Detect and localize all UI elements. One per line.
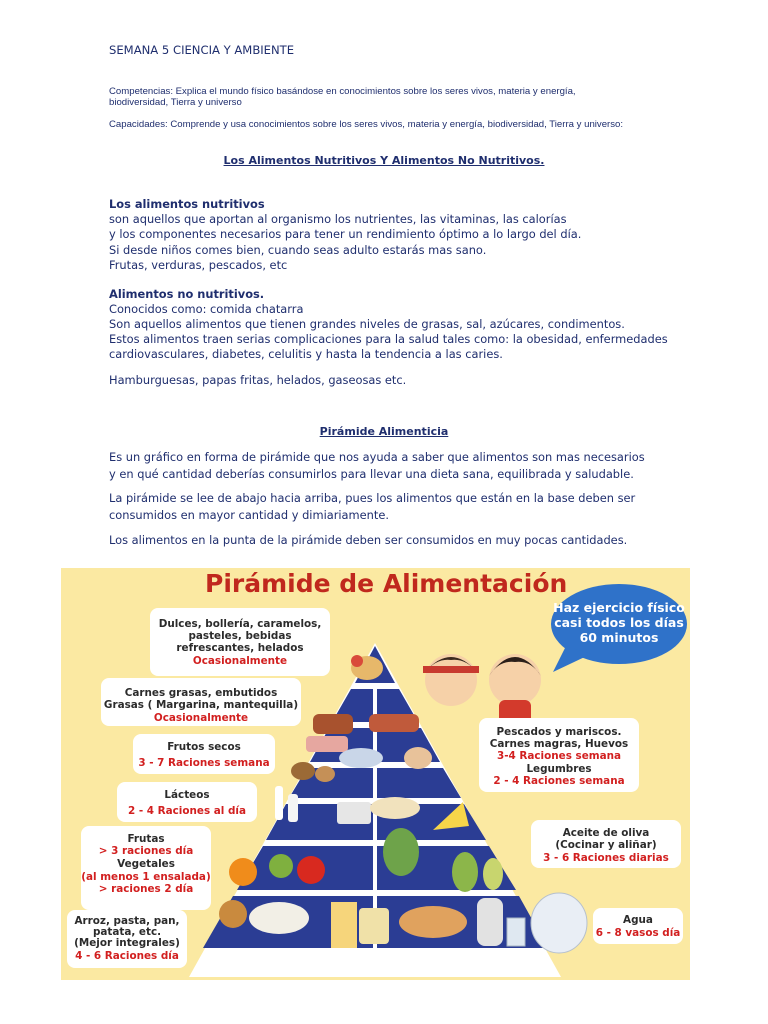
no-nutritivos-line: cardiovasculares, diabetes, celulitis y hasta la tendencia a las caries. bbox=[109, 347, 503, 361]
pyramid-title: Pirámide de Alimentación bbox=[205, 569, 568, 598]
label-grasas-freq: Ocasionalmente bbox=[153, 712, 249, 724]
document-title: SEMANA 5 CIENCIA Y AMBIENTE bbox=[109, 43, 295, 57]
piramide-paragraph: La pirámide se lee de abajo hacia arriba, pues los alimentos que están en la base deben ser consumidos en mayor cantidad y dimiariamente. bbox=[109, 491, 636, 522]
label-agua: Agua bbox=[623, 914, 653, 926]
no-nutritivos-line: Conocidos como: comida chatarra bbox=[109, 302, 304, 316]
label-dulces: Dulces, bollería, caramelos, bbox=[158, 618, 322, 630]
competencias-text: Competencias: Explica el mundo físico basándose en conocimientos sobre los seres vivos, materia y energía, biodiversidad, Tierra y universo bbox=[109, 86, 576, 109]
piramide-heading: Pirámide Alimenticia bbox=[319, 425, 449, 438]
label-dulces-freq: Ocasionalmente bbox=[192, 655, 288, 667]
label-legumbres-freq: 2 - 4 Raciones semana bbox=[493, 775, 625, 787]
label-legumbres: Legumbres bbox=[526, 763, 592, 775]
label-dulces: refrescantes, helados bbox=[176, 642, 304, 654]
piramide-paragraph: Es un gráfico en forma de pirámide que nos ayuda a saber que alimentos son mas necesarios y en qué cantidad deberías consumirlos para llevar una dieta sana, equilibrada y saludable. bbox=[109, 450, 645, 481]
label-aceite-freq: 3 - 6 Raciones diarias bbox=[543, 852, 669, 864]
label-arroz: Arroz, pasta, pan, bbox=[74, 915, 180, 927]
piramide-paragraph: Los alimentos en la punta de la pirámide deben ser consumidos en muy pocas cantidades. bbox=[109, 533, 628, 547]
label-frutas-freq: > 3 raciones día bbox=[98, 845, 194, 857]
label-arroz: (Mejor integrales) bbox=[74, 937, 180, 949]
exercise-bubble bbox=[551, 584, 687, 672]
food-pyramid-image bbox=[61, 568, 690, 980]
label-pescados-freq: 3-4 Raciones semana bbox=[497, 750, 621, 762]
label-grasas: Carnes grasas, embutidos bbox=[124, 687, 278, 699]
no-nutritivos-line: Son aquellos alimentos que tienen grandes niveles de grasas, sal, azúcares, condimentos. bbox=[109, 317, 625, 331]
no-nutritivos-heading: Alimentos no nutritivos. bbox=[109, 287, 265, 301]
label-vegetales-note: (al menos 1 ensalada) bbox=[81, 871, 211, 883]
label-vegetales: Vegetales bbox=[117, 858, 175, 870]
nutritivos-line: Frutas, verduras, pescados, etc bbox=[109, 258, 288, 272]
capacidades-text: Capacidades: Comprende y usa conocimientos sobre los seres vivos, materia y energía, biodiversidad, Tierra y universo: bbox=[109, 119, 624, 130]
nutritivos-line: son aquellos que aportan al organismo los nutrientes, las vitaminas, las calorías bbox=[109, 212, 567, 226]
nutritivos-heading: Los alimentos nutritivos bbox=[109, 197, 265, 211]
label-frutos-freq: 3 - 7 Raciones semana bbox=[138, 757, 270, 769]
label-pescados: Carnes magras, Huevos bbox=[489, 738, 629, 750]
label-agua-freq: 6 - 8 vasos día bbox=[595, 927, 681, 939]
nutritivos-line: y los componentes necesarios para tener un rendimiento óptimo a lo largo del día. bbox=[109, 227, 582, 241]
children-illustration bbox=[423, 654, 541, 726]
label-frutas: Frutas bbox=[127, 833, 165, 845]
label-lacteos-freq: 2 - 4 Raciones al día bbox=[128, 805, 246, 817]
no-nutritivos-line: Estos alimentos traen serias complicaciones para la salud tales como: la obesidad, enfermedades bbox=[109, 332, 668, 346]
bubble-line: casi todos los días bbox=[554, 615, 684, 630]
label-frutos: Frutos secos bbox=[167, 741, 241, 753]
label-arroz: patata, etc. bbox=[92, 926, 162, 938]
label-aceite: (Cocinar y aliñar) bbox=[555, 839, 657, 851]
nutritivos-line: Si desde niños comes bien, cuando seas adulto estarás mas sano. bbox=[109, 243, 487, 257]
label-dulces: pasteles, bebidas bbox=[188, 630, 292, 642]
label-arroz-freq: 4 - 6 Raciones día bbox=[75, 950, 179, 962]
label-aceite: Aceite de oliva bbox=[562, 827, 650, 839]
no-nutritivos-examples: Hamburguesas, papas fritas, helados, gaseosas etc. bbox=[109, 373, 407, 387]
label-pescados: Pescados y mariscos. bbox=[496, 726, 622, 738]
label-vegetales-freq: > raciones 2 día bbox=[98, 883, 194, 895]
label-lacteos: Lácteos bbox=[164, 789, 210, 801]
bubble-line: Haz ejercicio físico bbox=[553, 600, 685, 615]
label-grasas: Grasas ( Margarina, mantequilla) bbox=[103, 699, 299, 711]
section-subtitle: Los Alimentos Nutritivos Y Alimentos No Nutritivos. bbox=[223, 154, 545, 167]
bubble-line: 60 minutos bbox=[579, 630, 659, 645]
